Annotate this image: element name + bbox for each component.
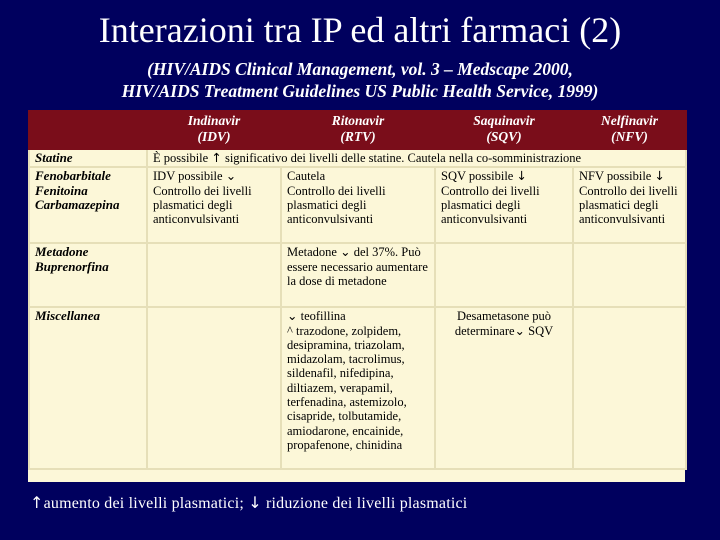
cell-metadone-sqv [435,243,573,307]
cell-misc-idv [147,307,281,469]
row-label-statine: Statine [29,149,147,167]
cell-text: Controllo dei livelli plasmatici degli anticonvulsivanti [441,183,540,227]
interaction-table [28,110,685,482]
table-row-anticonvulsivanti [29,167,686,243]
up-arrow-icon: ↑ [30,493,44,512]
table-row-metadone [29,243,686,307]
cell-text: Controllo dei livelli plasmatici degli anticonvulsivanti [153,183,252,227]
cell-text: SQV [525,323,554,338]
cell-text: Desametasone può determinare [454,309,552,338]
header-indinavir [147,111,281,149]
drug-name: Carbamazepina [35,196,120,212]
header-ritonavir [281,111,435,149]
down-arrow-icon: ↓ [248,493,262,512]
chevron-down-icon: ⌄ [340,244,351,260]
header-label: Ritonavir [331,113,385,128]
cell-text: del 37%. Può essere necessario aumentare la dose di metadone [287,245,428,288]
subtitle-line-2: HIV/AIDS Treatment Guidelines US Public Health Service, 1999) [121,81,599,101]
cell-anticonv-idv [147,167,281,243]
cell-metadone-rtv [281,243,435,307]
header-abbrev: (NFV) [611,128,648,144]
legend-footer [30,492,467,515]
chevron-down-icon: ⌄ [514,322,526,338]
down-arrow-icon: ↓ [654,168,665,184]
cell-metadone-idv [147,243,281,307]
cell-anticonv-sqv [435,167,573,243]
header-abbrev: (RTV) [340,128,376,144]
header-abbrev: (SQV) [486,128,522,144]
down-arrow-icon: ↓ [516,168,527,184]
cell-text: trazodone, zolpidem, desipramina, triazolam, midazolam, tacrolimus, sildenafil, nifedipina, diltiazem, verapamil, terfenadina, astemizolo, cisapride, tolbutamide, amiodarone, encainide, propafenone, chinidina [287,323,407,452]
header-empty-cell [29,111,147,149]
cell-text: IDV possibile [153,169,226,184]
table-row-statine [29,149,686,167]
up-arrow-icon: ↑ [211,150,222,165]
row-label-metadone [29,243,147,307]
cell-text: SQV possibile [441,169,517,184]
table-row-miscellanea [29,307,686,469]
chevron-down-icon: ⌄ [225,168,237,184]
statine-note [147,149,686,167]
header-saquinavir [435,111,573,149]
statine-text-after: significativo dei livelli delle statine. Cautela nella co-somministrazione [221,151,582,165]
header-nelfinavir [573,111,686,149]
legend-down-text: riduzione dei livelli plasmatici [261,495,468,512]
drug-name: Fenitoina [35,182,88,198]
cell-text: NFV possibile [579,169,655,184]
drug-name: Metadone [35,244,89,260]
drug-name: Buprenorfina [35,258,109,274]
subtitle-line-1: (HIV/AIDS Clinical Management, vol. 3 – Medscape 2000, [147,59,573,79]
cell-text: Controllo dei livelli plasmatici degli anticonvulsivanti [579,183,678,227]
cell-metadone-nfv [573,243,686,307]
header-abbrev: (IDV) [197,128,231,144]
cell-text: teofillina [297,309,346,324]
cell-anticonv-nfv [573,167,686,243]
cell-misc-sqv [435,307,573,469]
drug-name: Fenobarbitale [35,168,111,184]
caret-up-icon: ^ [287,323,293,338]
cell-misc-nfv [573,307,686,469]
cell-misc-rtv [281,307,435,469]
slide-title: Interazioni tra IP ed altri farmaci (2) [98,10,622,50]
cell-text: Cautela [287,169,326,184]
chevron-down-icon: ⌄ [287,308,298,324]
row-label-miscellanea: Miscellanea [29,307,147,469]
cell-text: Metadone [287,245,341,260]
slide-subtitle [0,58,720,102]
statine-text-before: È possibile [153,151,212,165]
header-label: Indinavir [187,113,241,128]
cell-text: Controllo dei livelli plasmatici degli anticonvulsivanti [287,183,386,227]
legend-up-text: aumento dei livelli plasmatici; [43,495,249,512]
header-label: Saquinavir [473,113,535,128]
table-header-row [29,111,686,149]
row-label-anticonvulsivanti [29,167,147,243]
header-label: Nelfinavir [601,113,658,128]
cell-anticonv-rtv [281,167,435,243]
